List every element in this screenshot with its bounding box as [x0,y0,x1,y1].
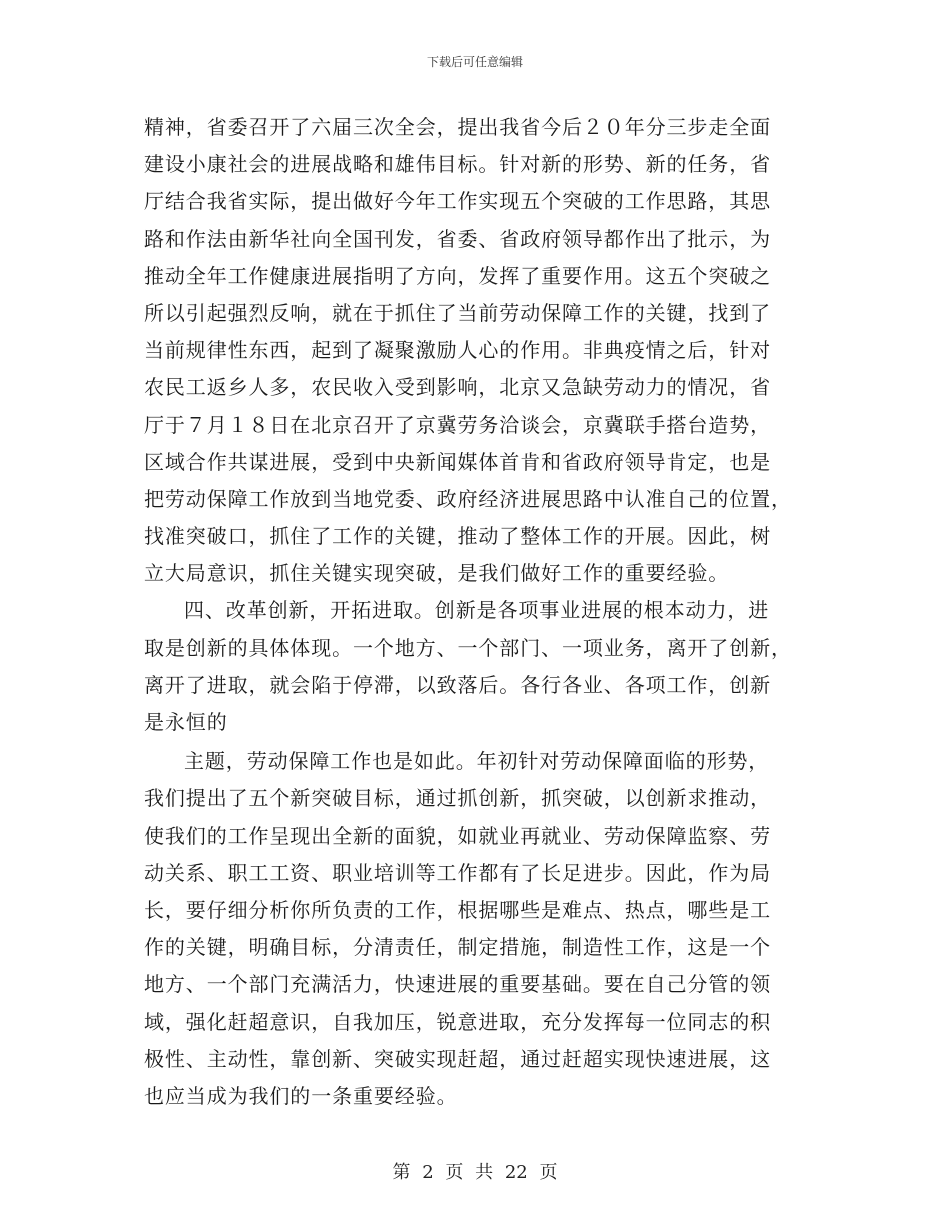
text-line: 动关系、职工工资、职业培训等工作都有了长足进步。因此，作为局 [144,860,771,885]
text-line: 推动全年工作健康进展指明了方向，发挥了重要作用。这五个突破之 [144,263,771,288]
text-line: 也应当成为我们的一条重要经验。 [144,1083,458,1108]
text-line: 离开了进取，就会陷于停滞，以致落后。各行各业、各项工作，创新 [144,672,771,697]
text-line: 区域合作共谋进展，受到中央新闻媒体首肯和省政府领导肯定，也是 [144,449,771,474]
text-line: 使我们的工作呈现出全新的面貌，如就业再就业、劳动保障监察、劳 [144,823,771,848]
text-line: 精神，省委召开了六届三次全会，提出我省今后２０年分三步走全面 [144,115,771,139]
text-line: 域，强化赶超意识，自我加压，锐意进取，充分发挥每一位同志的积 [144,1009,771,1034]
text-line: 地方、一个部门充满活力，快速进展的重要基础。要在自己分管的领 [144,972,771,997]
text-line: 立大局意识，抓住关键实现突破，是我们做好工作的重要经验。 [144,561,730,586]
text-line: 路和作法由新华社向全国刊发，省委、省政府领导都作出了批示，为 [144,226,771,251]
text-line: 取是创新的具体体现。一个地方、一个部门、一项业务，离开了创新， [144,635,792,660]
text-line: 极性、主动性，靠创新、突破实现赶超，通过赶超实现快速进展，这 [144,1046,771,1071]
text-line: 主题，劳动保障工作也是如此。年初针对劳动保障面临的形势， [184,749,770,774]
paragraph [144,109,814,592]
text-line: 把劳动保障工作放到当地党委、政府经济进展思路中认准自己的位置， [144,486,792,511]
text-line: 建设小康社会的进展战略和雄伟目标。针对新的形势、新的任务，省 [144,152,771,177]
text-line: 长，要仔细分析你所负责的工作，根据哪些是难点、热点，哪些是工 [144,897,771,922]
text-line: 四、改革创新，开拓进取。创新是各项事业进展的根本动力，进 [184,598,770,623]
paragraph [144,743,814,1115]
text-line: 是永恒的 [144,710,228,734]
text-line: 厅结合我省实际，提出做好今年工作实现五个突破的工作思路，其思 [144,189,771,214]
text-line: 我们提出了五个新突破目标，通过抓创新，抓突破，以创新求推动， [144,786,771,811]
text-line: 厅于７月１８日在北京召开了京冀劳务洽谈会，京冀联手搭台造势， [144,412,771,437]
text-line: 当前规律性东西，起到了凝聚激励人心的作用。非典疫情之后，针对 [144,338,771,363]
paragraph [144,592,814,741]
page-footer: 第 2 页 共 22 页 [392,1162,558,1183]
text-line: 农民工返乡人多，农民收入受到影响，北京又急缺劳动力的情况，省 [144,375,771,400]
text-line: 作的关键，明确目标，分清责任，制定措施，制造性工作，这是一个 [144,935,771,960]
text-line: 所以引起强烈反响，就在于抓住了当前劳动保障工作的关键，找到了 [144,300,771,325]
document-body [144,109,814,1115]
page-header: 下载后可任意编辑 [426,55,523,69]
text-line: 找准突破口，抓住了工作的关键，推动了整体工作的开展。因此，树 [144,524,771,549]
